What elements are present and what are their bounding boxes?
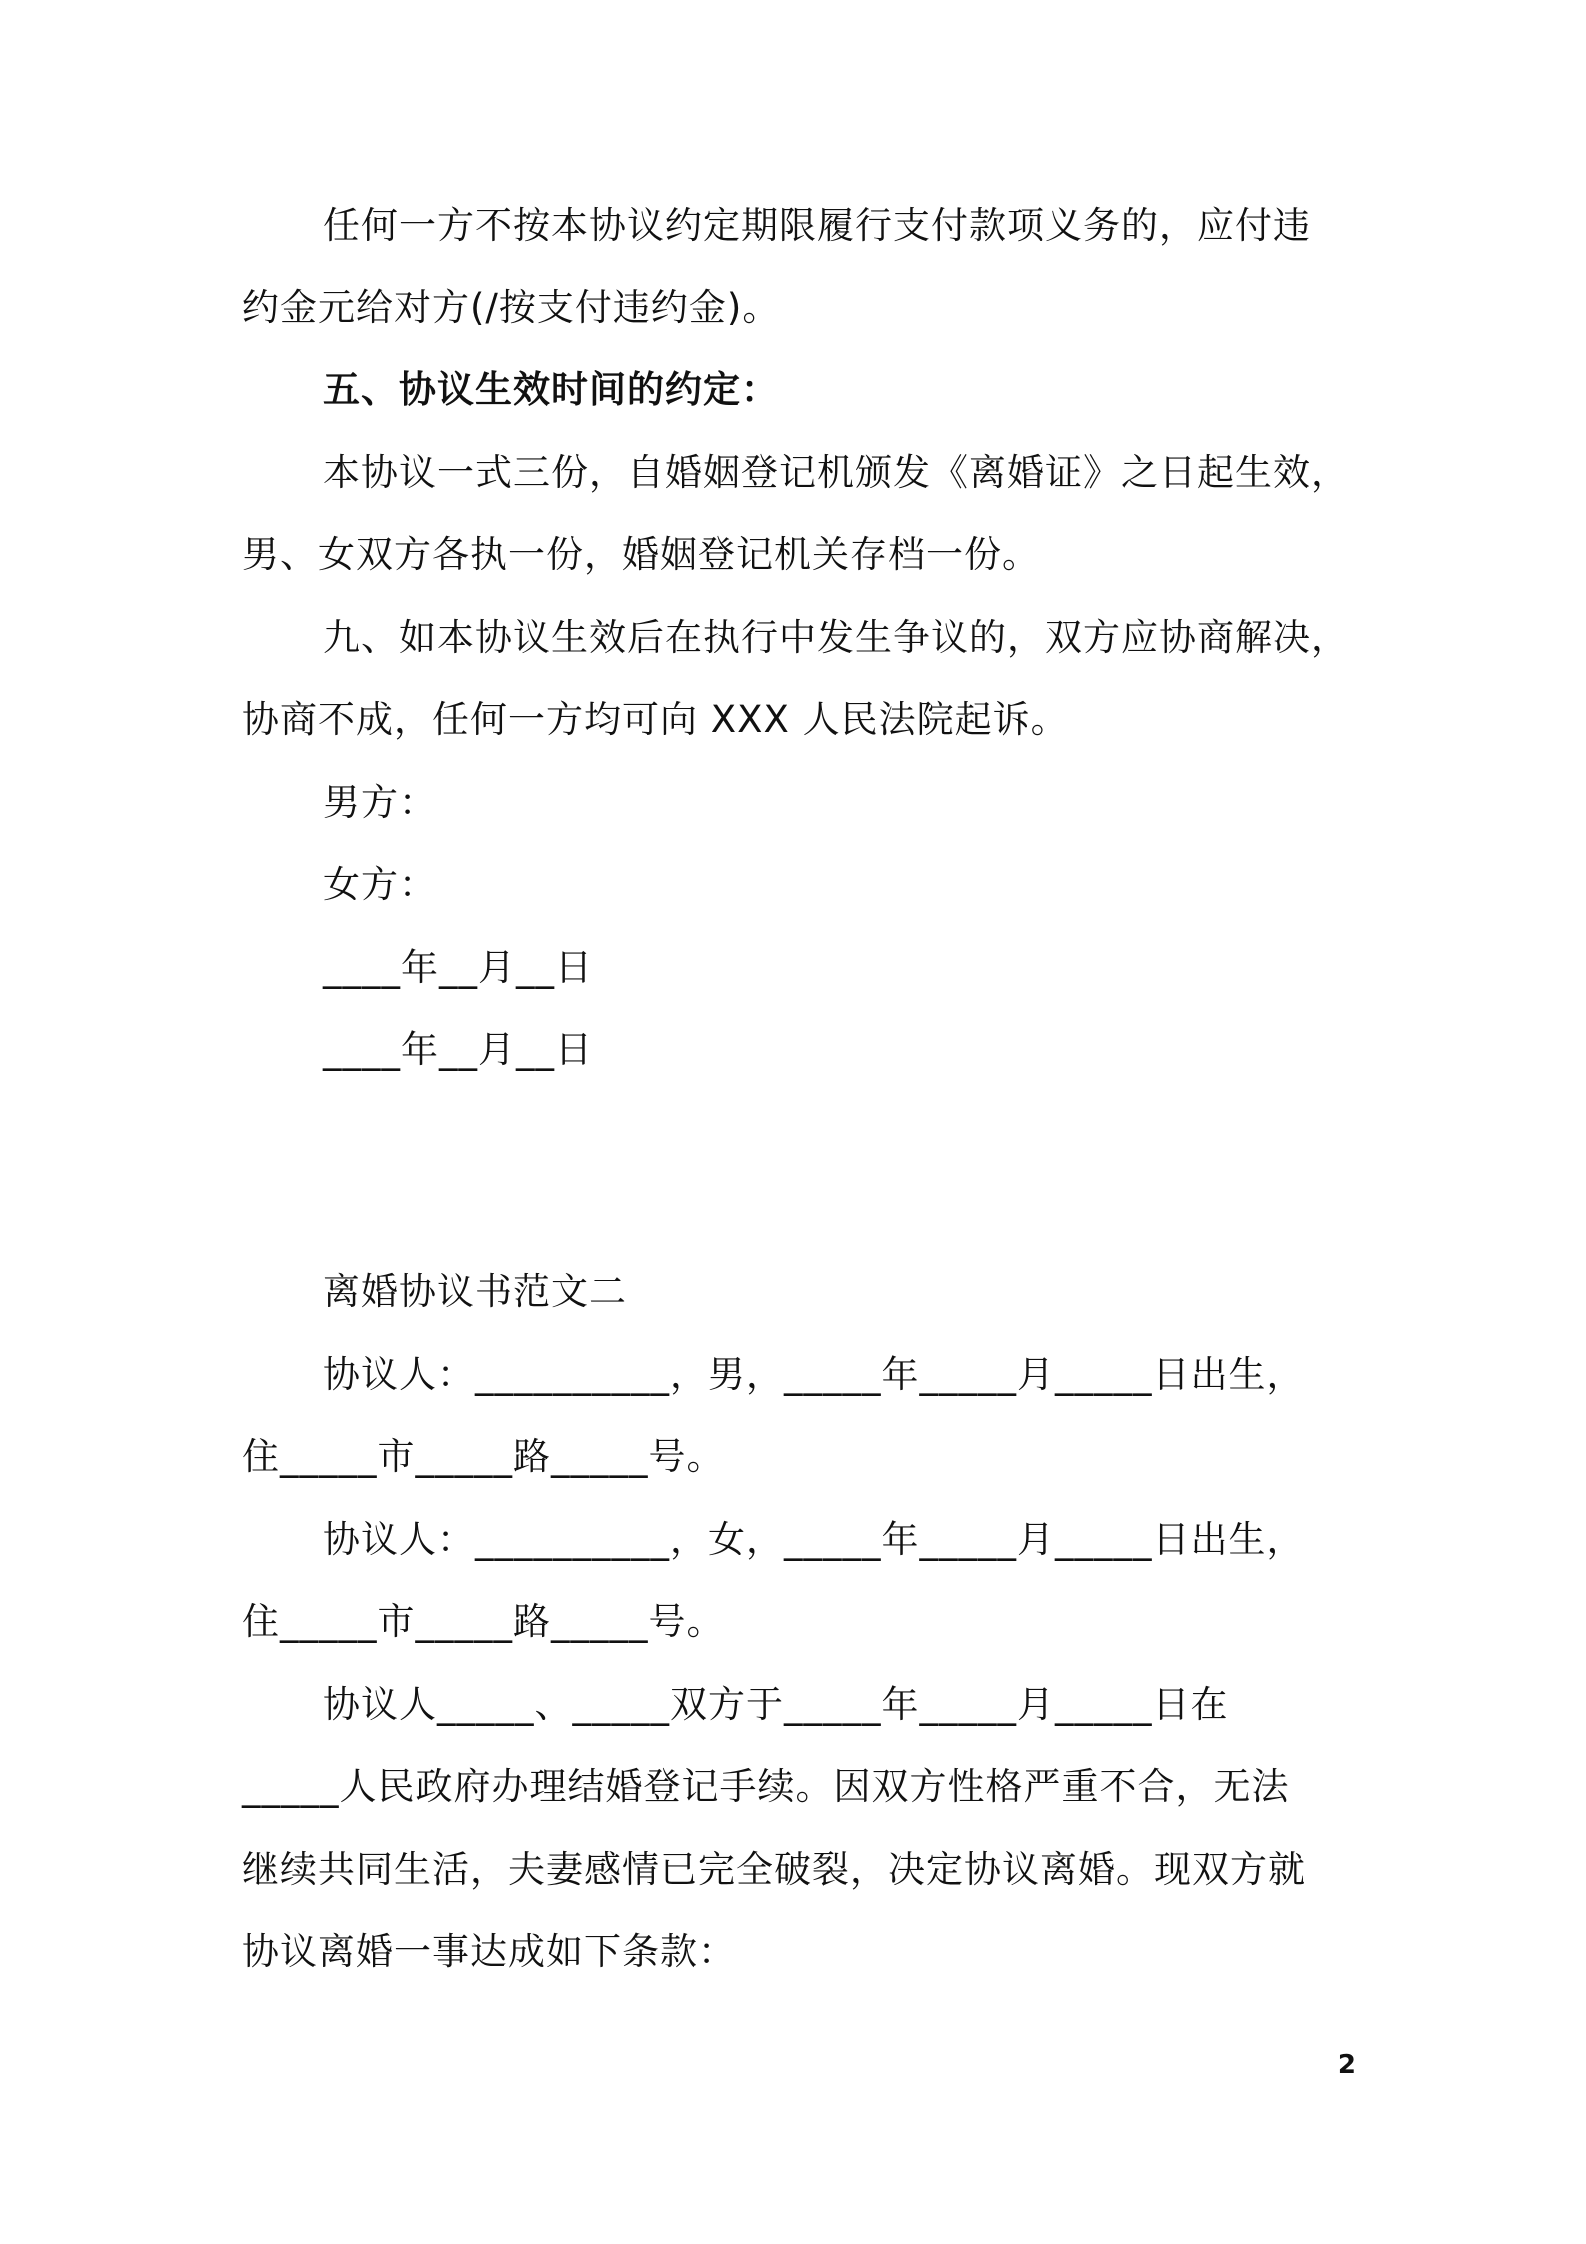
party-address-1: 住_____市_____路_____号。	[242, 1435, 725, 1478]
agreement-line-1: 协议人_____、_____双方于_____年_____月_____日在	[323, 1683, 1229, 1726]
date-line-2: ____年__月__日	[323, 1028, 593, 1071]
paragraph-line-5: 男、女双方各执一份，婚姻登记机关存档一份。	[242, 533, 1040, 576]
agreement-line-4: 协议离婚一事达成如下条款：	[242, 1930, 736, 1973]
paragraph-line-6: 九、如本协议生效后在执行中发生争议的，双方应协商解决，	[323, 616, 1349, 659]
agreement-line-3: 继续共同生活，夫妻感情已完全破裂，决定协议离婚。现双方就	[242, 1848, 1306, 1891]
date-line-1: ____年__月__日	[323, 946, 593, 989]
paragraph-line-7: 协商不成，任何一方均可向 XXX 人民法院起诉。	[242, 698, 1069, 741]
signature-male: 男方：	[323, 781, 437, 824]
agreement-line-2: _____人民政府办理结婚登记手续。因双方性格严重不合，无法	[242, 1765, 1290, 1808]
party-address-2: 住_____市_____路_____号。	[242, 1600, 725, 1643]
section-heading-5: 五、协议生效时间的约定：	[323, 368, 779, 411]
signature-female: 女方：	[323, 863, 437, 906]
page-number: 2	[1337, 2050, 1356, 2080]
document-title: 离婚协议书范文二	[323, 1270, 627, 1313]
paragraph-line-2: 约金元给对方(/按支付违约金)。	[242, 286, 781, 329]
paragraph-line-4: 本协议一式三份，自婚姻登记机颁发《离婚证》之日起生效，	[323, 451, 1349, 494]
paragraph-line-1: 任何一方不按本协议约定期限履行支付款项义务的，应付违	[323, 204, 1311, 247]
party-line-2: 协议人：__________，女，_____年_____月_____日出生，	[323, 1518, 1305, 1561]
party-line-1: 协议人：__________，男，_____年_____月_____日出生，	[323, 1353, 1305, 1396]
